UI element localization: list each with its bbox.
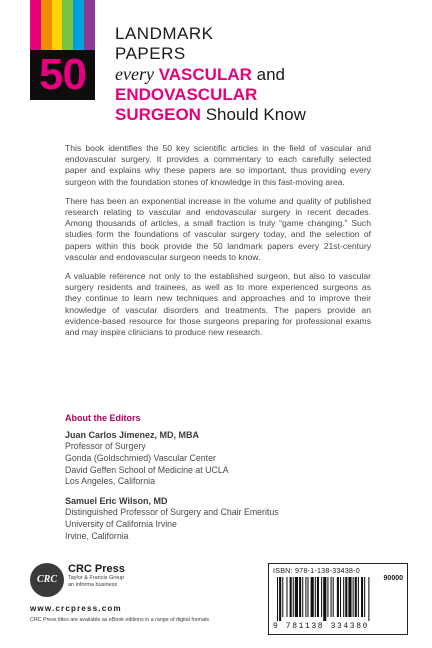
barcode-bar (290, 577, 292, 617)
barcode-bar (293, 577, 294, 617)
barcode-bar (295, 577, 298, 617)
editor-detail: Gonda (Goldschmied) Vascular Center (65, 452, 216, 463)
stripe-6 (84, 0, 95, 50)
barcode-bar (302, 577, 303, 617)
publisher-url[interactable]: www.crcpress.com (30, 604, 122, 613)
barcode-bar (279, 577, 281, 621)
editor-detail: Irvine, California (65, 530, 129, 541)
title-endovascular: ENDOVASCULAR (115, 85, 258, 104)
barcode-bar (282, 577, 283, 617)
stripe-4 (62, 0, 73, 50)
description (65, 143, 371, 346)
editor-detail: David Geffen School of Medicine at UCLA (65, 464, 229, 475)
ebook-note: CRC Press titles are available as eBook editions in a range of digital formats (30, 617, 210, 623)
barcode-bar (331, 577, 332, 617)
barcode-bar (343, 577, 344, 617)
title-papers: PAPERS (115, 44, 186, 63)
barcode-bar (299, 577, 301, 617)
barcode-bar (368, 577, 369, 621)
color-stripes (30, 0, 95, 50)
editor-name: Samuel Eric Wilson, MD (65, 496, 168, 506)
barcode-bar (327, 577, 328, 617)
barcode-digits: 9 781138 334380 (273, 622, 370, 631)
isbn-barcode-box (268, 563, 408, 635)
book-title (115, 24, 415, 125)
barcode-bar (345, 577, 347, 617)
barcode-bar (353, 577, 354, 617)
title-vascular: VASCULAR (158, 65, 252, 84)
barcode-bar (337, 577, 339, 617)
editor-1 (65, 429, 371, 488)
title-surgeon: SURGEON (115, 105, 201, 124)
barcode-bar (355, 577, 357, 617)
barcode-bar (321, 577, 322, 617)
editor-2 (65, 495, 371, 542)
barcode-bar (286, 577, 287, 617)
title-landmark: LANDMARK (115, 24, 214, 43)
barcode-bar (358, 577, 359, 617)
barcode-bar (323, 577, 326, 621)
publisher-logo-text (68, 563, 125, 589)
barcode-bar (317, 577, 319, 617)
isbn-label: ISBN: 978-1-138-33438-0 (273, 566, 360, 575)
barcode-bar (340, 577, 341, 617)
about-editors-heading: About the Editors (65, 413, 141, 423)
stripe-2 (41, 0, 52, 50)
title-line-every (115, 64, 415, 85)
barcode-bar (364, 577, 365, 617)
editor-detail: Los Angeles, California (65, 476, 155, 487)
barcode-bar (333, 577, 334, 617)
editor-name: Juan Carlos Jimenez, MD, MBA (65, 430, 200, 440)
editor-detail: Distinguished Professor of Surgery and Chair Emeritus (65, 507, 279, 517)
stripe-5 (73, 0, 84, 50)
barcode-bar (305, 577, 306, 617)
stripe-1 (30, 0, 41, 50)
barcode-bar (315, 577, 316, 617)
crc-logo-icon: CRC (30, 563, 64, 597)
barcode-bar (307, 577, 308, 617)
barcode-bar (348, 577, 351, 617)
publisher-group: Taylor & Francis Group (68, 575, 125, 581)
stripe-3 (52, 0, 63, 50)
description-paragraph-3: A valuable reference not only to the established surgeon, but also to vascular surgery residents and trainees, as well as to more experienced surgeons as they continue to learn new techniques and approaches and to improve their knowledge of vascular disorders and treatments. The papers provide an evidence-based resource for those surgeons preparing for professional exams and may inspire clinicians to produce new research. (65, 271, 371, 338)
isbn-supplement: 90000 (383, 575, 403, 582)
fifty-badge: 50 (30, 50, 95, 100)
title-line-surgeon (115, 105, 415, 125)
description-paragraph-1: This book identifies the 50 key scientific articles in the field of vascular and endovascular surgery. It provides a commentary to each carefully selected paper and explains why these papers are so important, thus providing every surgeon with the foundation stones of knowledge in this fast-moving area. (65, 143, 371, 187)
publisher-business: an informa business (68, 582, 118, 588)
publisher-name: CRC Press (68, 563, 125, 575)
editor-detail: University of California Irvine (65, 518, 177, 529)
barcode-bar (277, 577, 278, 621)
title-every: every (115, 64, 154, 84)
title-should-know: Should Know (200, 105, 306, 124)
barcode-bar (311, 577, 314, 617)
description-paragraph-2: There has been an exponential increase in the volume and quality of published research relating to vascular and endovascular surgery in recent decades. Among thousands of articles, a small fraction is truly “game changing.” Such studies form the foundations of vascular surgery today, and the selection of papers within this book provide the 50 landmark papers every 21st-century vascular and endovascular surgeon needs to know. (65, 195, 371, 262)
barcode-icon (277, 577, 401, 621)
barcode-bar (361, 577, 363, 617)
title-and: and (251, 65, 285, 84)
editor-detail: Professor of Surgery (65, 441, 146, 451)
